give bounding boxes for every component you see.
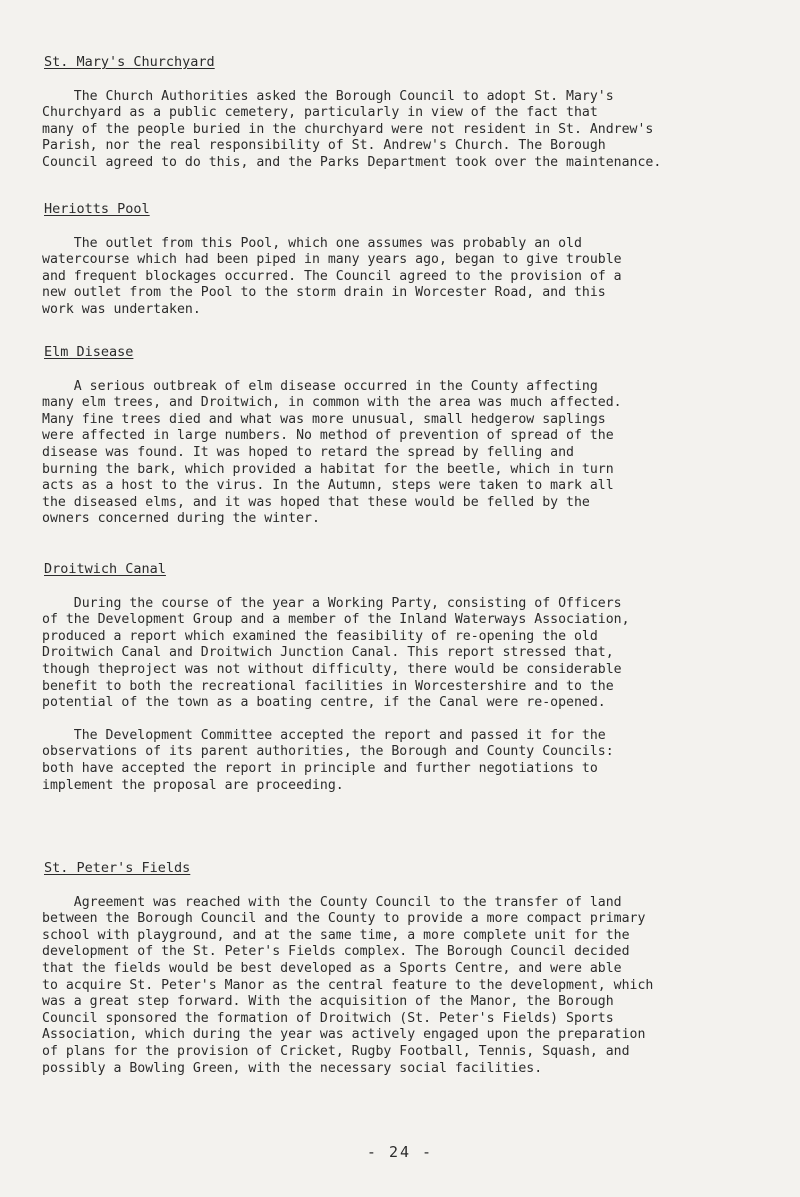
section-droitwich-canal — [42, 561, 782, 794]
section-paragraph: During the course of the year a Working Party, consisting of Officers of the Development Group and a member of the Inland Waterways Association, produced a report which examined the feasibility of re-opening the old Droitwich Canal and Droitwich Junction Canal. This report stressed that, though theproject was not without difficulty, there would be considerable benefit to both the recreational facilities in Worcestershire and to the potential of the town as a boating centre, if the Canal were re-opened. — [42, 595, 630, 711]
section-st-marys-churchyard — [42, 54, 782, 172]
section-paragraph: The outlet from this Pool, which one assumes was probably an old watercourse which had been piped in many years ago, began to give trouble and frequent blockages occurred. The Council agreed to the provision of a new outlet from the Pool to the storm drain in Worcester Road, and this work was undertaken. — [42, 235, 622, 317]
section-paragraph: A serious outbreak of elm disease occurred in the County affecting many elm trees, and Droitwich, in common with the area was much affected. Many fine trees died and what was more unusual, small hedgerow saplings were affected in large numbers. No method of prevention of spread of the disease was found. It was hoped to retard the spread by felling and burning the bark, which provided a habitat for the beetle, which in turn acts as a host to the virus. In the Autumn, steps were taken to mark all the diseased elms, and it was hoped that these would be felled by the owners concerned during the winter. — [42, 378, 622, 527]
section-heriotts-pool — [42, 201, 782, 319]
section-heading: Elm Disease — [44, 344, 134, 360]
section-heading: Droitwich Canal — [44, 561, 166, 577]
section-heading: St. Mary's Churchyard — [44, 54, 215, 70]
section-elm-disease — [42, 344, 782, 528]
section-paragraph: The Church Authorities asked the Borough Council to adopt St. Mary's Churchyard as a public cemetery, particularly in view of the fact that many of the people buried in the churchyard were not resident in St. Andrew's Parish, nor the real responsibility of St. Andrew's Church. The Borough Council agreed to do this, and the Parks Department took over the maintenance. — [42, 88, 662, 170]
section-paragraph: The Development Committee accepted the report and passed it for the observations of its parent authorities, the Borough and County Councils: both have accepted the report in principle and further negotiations to implement the proposal are proceeding. — [42, 727, 614, 793]
section-heading: St. Peter's Fields — [44, 860, 191, 876]
page-number: - 24 - — [366, 1143, 434, 1161]
section-st-peters-fields — [42, 860, 782, 1077]
section-heading: Heriotts Pool — [44, 201, 150, 217]
section-paragraph: Agreement was reached with the County Council to the transfer of land between the Borough Council and the County to provide a more compact primary school with playground, and at the same time, a more complete unit for the development of the St. Peter's Fields complex. The Borough Council decided that the fields would be best developed as a Sports Centre, and were able to acquire St. Peter's Manor as the central feature to the development, which was a great step forward. With the acquisition of the Manor, the Borough Council sponsored the formation of Droitwich (St. Peter's Fields) Sports Association, which during the year was actively engaged upon the preparation of plans for the provision of Cricket, Rugby Football, Tennis, Squash, and possibly a Bowling Green, with the necessary social facilities. — [42, 894, 654, 1076]
